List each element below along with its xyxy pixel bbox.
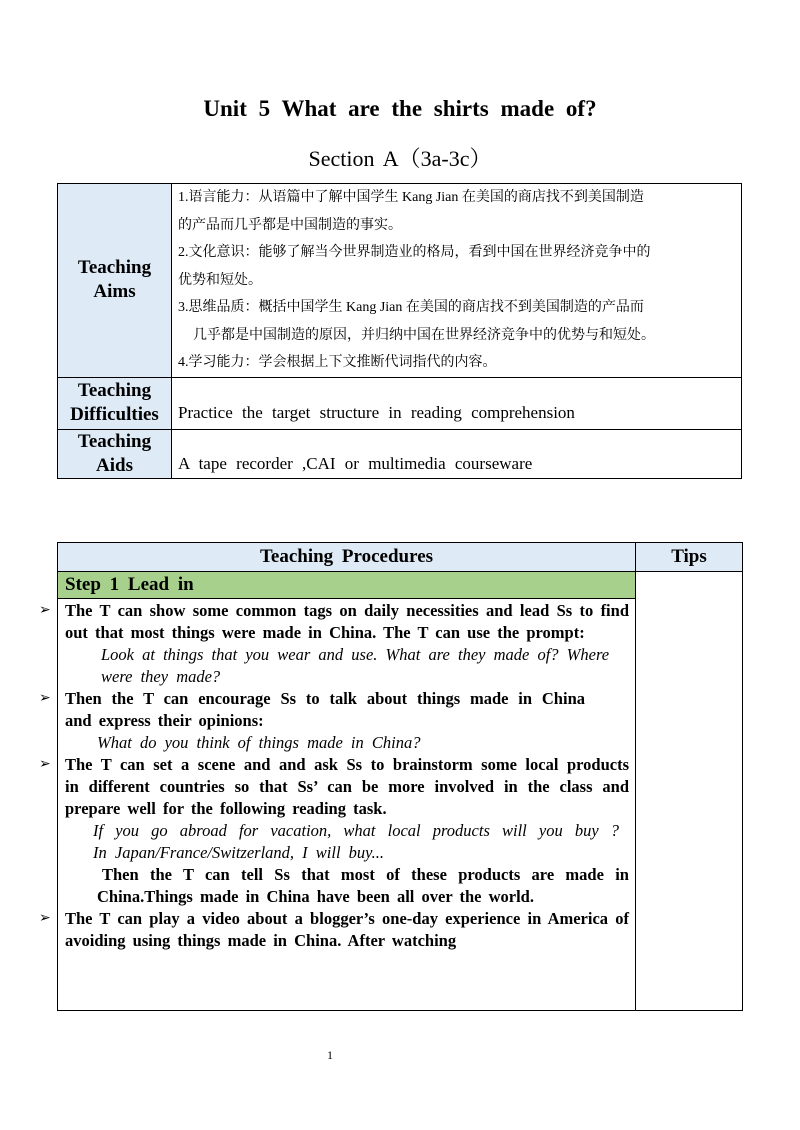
arrow-bullet-icon: ➢: [39, 603, 51, 618]
aim-line: 几乎都是中国制造的原因，并归纳中国在世界经济竞争中的优势与和短处。: [193, 327, 655, 343]
procedure-item: ➢ The T can play a video about a blogger’s one-day experience in America of avoiding using things made in China. After watching: [39, 909, 629, 950]
arrow-bullet-icon: ➢: [39, 757, 51, 772]
aim-line: 4.学习能力：学会根据上下文推断代词指代的内容。: [178, 355, 497, 370]
teaching-difficulties-content: Practice the target structure in reading comprehension: [172, 377, 742, 429]
page-number: 1: [327, 1048, 333, 1062]
teaching-aims-label: Teaching Aims: [58, 184, 172, 378]
teaching-aims-table: [57, 183, 742, 479]
procedures-header: Teaching Procedures: [58, 543, 636, 572]
aim-line: 2.文化意识：能够了解当今世界制造业的格局，看到中国在世界经济竞争中的: [178, 245, 651, 260]
step1-heading: Step 1 Lead in: [58, 572, 636, 599]
document-subtitle: Section A（3a-3c）: [308, 146, 492, 171]
tips-cell: [636, 572, 743, 1011]
aim-line: 的产品而几乎都是中国制造的事实。: [178, 217, 402, 233]
procedure-item: ➢ The T can set a scene and and ask Ss to brainstorm some local products in different countries so that Ss’ can be more involved in the class and prepare well for the following reading task. If you go abroad for vacation, what local products will you buy ? In Japan/France/Switzerland, I will buy... Then the T can tell Ss that most of these products are made in China.Things made in China have been all over the world.: [39, 755, 629, 906]
teaching-aids-label: Teaching Aids: [58, 429, 172, 478]
procedure-item: ➢ The T can show some common tags on daily necessities and lead Ss to find out that most things were made in China. The T can use the prompt: Look at things that you wear and use. What are they made of? Where were they made?: [39, 601, 629, 686]
teaching-difficulties-label: Teaching Difficulties: [58, 377, 172, 429]
teaching-aids-content: A tape recorder ,CAI or multimedia courseware: [172, 429, 742, 478]
step1-body: [39, 599, 636, 1011]
aim-line: 1.语言能力：从语篇中了解中国学生 Kang Jian 在美国的商店找不到美国制造: [178, 190, 644, 205]
aim-line: 优势和短处。: [178, 272, 262, 288]
arrow-bullet-icon: ➢: [39, 691, 51, 706]
arrow-bullet-icon: ➢: [39, 911, 51, 926]
procedure-item: ➢ Then the T can encourage Ss to talk about things made in China and express their opinions: What do you think of things made in China?: [39, 689, 585, 752]
teaching-procedures-table: [39, 542, 743, 1011]
tips-header: Tips: [636, 543, 743, 572]
document-title: Unit 5 What are the shirts made of?: [203, 96, 597, 121]
teaching-aims-content: [172, 184, 742, 378]
aim-line: 3.思维品质：概括中国学生 Kang Jian 在美国的商店找不到美国制造的产品而: [178, 300, 644, 315]
